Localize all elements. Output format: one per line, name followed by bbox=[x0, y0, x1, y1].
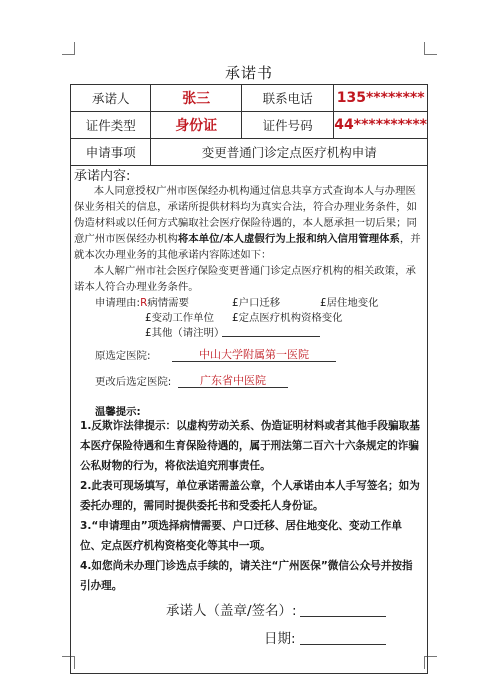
reason-option-hukou: £户口迁移 bbox=[232, 297, 281, 309]
reason-option-illness: 病情需要 bbox=[147, 297, 189, 309]
promisor-label: 承诺人 bbox=[71, 85, 151, 112]
reason-option-qualification: £定点医疗机构资格变化 bbox=[232, 312, 343, 324]
table-row bbox=[71, 112, 428, 139]
signer-underline bbox=[300, 616, 386, 617]
tip-2: 2.此表可现场填写，单位承诺需盖公章，个人承诺由本人手写签名；如为委托办理的，需同时提供委托书和受委托人身份证。 bbox=[80, 480, 420, 512]
orig-hospital-label: 原选定医院: bbox=[95, 350, 151, 362]
tip-4: 4.如您尚未办理门诊选点手续的，请关注“广州医保”微信公众号并按指引办理。 bbox=[80, 560, 413, 592]
orig-hospital-value: 中山大学附属第一医院 bbox=[199, 348, 309, 361]
check-mark: R bbox=[140, 297, 148, 309]
matter-value: 变更普通门诊定点医疗机构申请 bbox=[151, 139, 428, 166]
commitment-paragraph-1 bbox=[74, 183, 424, 263]
date-underline bbox=[300, 644, 386, 645]
reasons-label bbox=[95, 294, 189, 309]
new-hospital-label: 更改后选定医院: bbox=[95, 376, 172, 388]
reason-option-residence: £居住地变化 bbox=[320, 297, 379, 309]
commitment-text-bold: 将本单位/本人虚假行为上报和纳入信用管理体系 bbox=[177, 233, 400, 245]
commitment-paragraph-2: 本人解广州市社会医疗保险变更普通门诊定点医疗机构的相关政策，承诺本人符合办理业务条件。 bbox=[74, 265, 416, 293]
new-hospital-value: 广东省中医院 bbox=[200, 374, 266, 387]
table-row bbox=[71, 85, 428, 112]
reasons-label-text: 申请理由: bbox=[95, 297, 141, 309]
id-number-label: 证件号码 bbox=[241, 112, 333, 139]
id-type-value: 身份证 bbox=[151, 112, 241, 139]
crop-mark-top-left bbox=[62, 42, 75, 55]
commitment-text-a: 本人同意授权广州市医保经办机构通过信息共享方式查询本人与办理医保业务相关的信息，承诺所提供材料均为真实合法，符合办理业务条件，如伪造材料或以任何方式骗取社会医疗保险待遇的，本人愿承担一切后果；同意广州市医保经办机构 bbox=[74, 185, 417, 245]
tip-1: 1.反欺诈法律提示：以虚构劳动关系、伪造证明材料或者其他手段骗取基本医疗保险待遇和生育保险待遇的，属于刑法第二百六十六条规定的诈骗公私财物的行为，将依法追究刑事责任。 bbox=[80, 420, 420, 472]
promisor-value: 张三 bbox=[151, 85, 241, 112]
info-table bbox=[70, 84, 428, 166]
id-type-label: 证件类型 bbox=[71, 112, 151, 139]
tip-3: 3.“申请理由”项选择病情需要、户口迁移、居住地变化、变动工作单位、定点医疗机构资格变化等其中一项。 bbox=[80, 520, 402, 552]
id-number-value: 44********** bbox=[334, 112, 428, 139]
orig-hospital-underline bbox=[172, 361, 336, 362]
phone-value: 135******** bbox=[334, 85, 428, 112]
reason-option-employer: £变动工作单位 bbox=[145, 312, 214, 324]
matter-label: 申请事项 bbox=[71, 139, 151, 166]
table-row bbox=[71, 139, 428, 166]
reason-option-other: £其他（请注明） bbox=[145, 327, 225, 339]
crop-mark-top-right bbox=[424, 42, 437, 55]
date-label: 日期: bbox=[264, 631, 296, 647]
phone-label: 联系电话 bbox=[241, 85, 333, 112]
tips-heading: 温馨提示: bbox=[95, 406, 141, 418]
other-reason-underline bbox=[222, 336, 320, 337]
new-hospital-underline bbox=[178, 387, 288, 388]
commitment-heading: 承诺内容: bbox=[74, 169, 131, 184]
document-title: 承诺书 bbox=[224, 64, 273, 82]
commitment-text-c: ，并就本次办理业务的其他承诺内容陈述如下： bbox=[74, 233, 421, 261]
signer-label: 承诺人（盖章/签名）: bbox=[166, 603, 297, 619]
